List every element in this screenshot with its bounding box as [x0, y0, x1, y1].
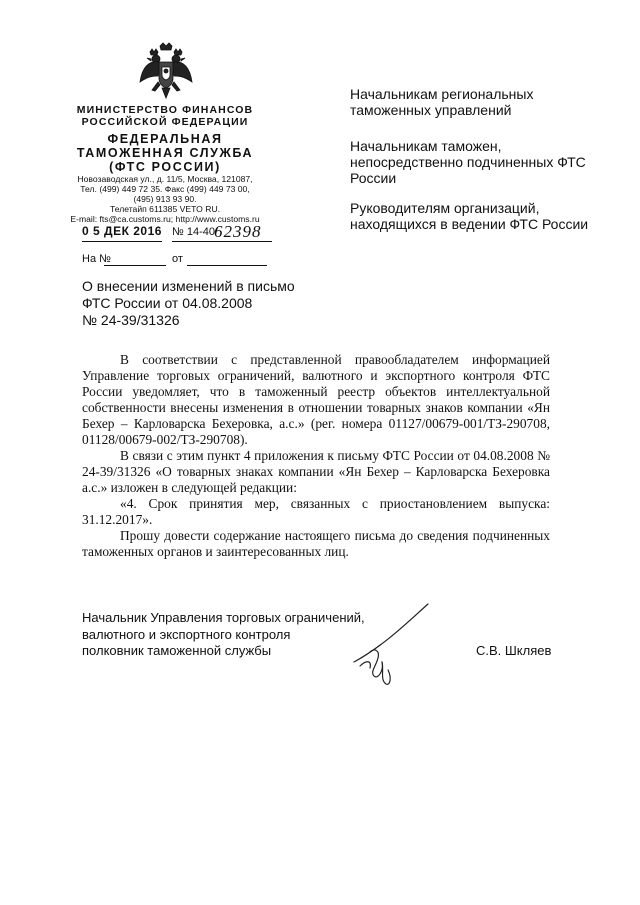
- double-headed-eagle-emblem-icon: [138, 42, 194, 102]
- phone-line-2: (495) 913 93 90.: [133, 194, 197, 204]
- number-underline: [172, 241, 272, 242]
- signatory-title-line1: Начальник Управления торговых ограничений,: [82, 610, 365, 625]
- letter-subject: [82, 278, 312, 329]
- service-name-line2: ТАМОЖЕННАЯ СЛУЖБА: [76, 146, 254, 160]
- signatory-name: С.В. Шкляев: [476, 643, 552, 658]
- signatory-title-line3: полковник таможенной службы: [82, 643, 272, 658]
- body-paragraph-2: В связи с этим пункт 4 приложения к письму ФТС России от 04.08.2008 № 24-39/31326 «О товарных знаках компании «Ян Бехер – Карловарска Бехеровка а.с.» изложен в следующей редакции:: [82, 448, 550, 495]
- body-paragraph-4: Прошу довести содержание настоящего письма до сведения подчиненных таможенных органов и заинтересованных лиц.: [82, 528, 550, 559]
- phone-line: Тел. (499) 449 72 35. Факс (499) 449 73 00,: [80, 184, 250, 194]
- body-paragraph-1: В соответствии с представленной правообладателем информацией Управление торговых ограничений, валютного и экспортного контроля ФТС России уведомляет, что в таможенный реестр объектов интеллектуальной собственности внесены изменения в отношении товарных знаков компании «Ян Бехер – Карловарска Бехеровка, а.с.» (рег. номера 01127/00679-001/ТЗ-290708, 01128/00679-002/ТЗ-290708).: [82, 352, 550, 447]
- addressee-organizations: Руководителям организаций, находящихся в ведении ФТС России: [350, 200, 589, 232]
- address-line: Новозаводская ул., д. 11/5, Москва, 121087,: [77, 174, 253, 184]
- service-name-line1: ФЕДЕРАЛЬНАЯ: [107, 132, 223, 146]
- date-underline: [82, 241, 162, 242]
- signatory-title-line2: валютного и экспортного контроля: [82, 626, 291, 642]
- signatory-title: [82, 610, 382, 660]
- handwritten-signature: [340, 600, 440, 690]
- registration-date: 0 5 ДЕК 2016: [82, 224, 162, 238]
- subject-line1: О внесении изменений в письмо: [82, 278, 295, 294]
- email-web-line: E-mail: fts@ca.customs.ru; http://www.customs.ru: [70, 214, 260, 224]
- body-paragraph-3: «4. Срок принятия мер, связанных с приостановлением выпуска: 31.12.2017».: [82, 496, 550, 527]
- subject-line3: № 24-39/31326: [82, 312, 180, 328]
- reply-to-underline: [104, 265, 166, 266]
- teletype-line: Телетайп 611385 VETO RU.: [109, 204, 221, 214]
- addressee-regional-customs: Начальникам региональных таможенных управлений: [350, 86, 534, 118]
- subject-line2: ФТС России от 04.08.2008: [82, 295, 253, 311]
- reply-to-label: На №: [82, 253, 111, 265]
- outgoing-number-prefix: № 14-40/: [172, 226, 219, 238]
- reply-date-label: от: [172, 253, 183, 265]
- outgoing-number-handwritten: 62398: [214, 222, 262, 241]
- reply-date-underline: [187, 265, 267, 266]
- ministry-name-line2: РОССИЙСКОЙ ФЕДЕРАЦИИ: [81, 116, 249, 128]
- addressee-customs-houses: Начальникам таможен, непосредственно подчиненных ФТС России: [350, 138, 586, 186]
- service-name-line3: (ФТС РОССИИ): [109, 160, 221, 174]
- ministry-name-line1: МИНИСТЕРСТВО ФИНАНСОВ: [76, 104, 254, 116]
